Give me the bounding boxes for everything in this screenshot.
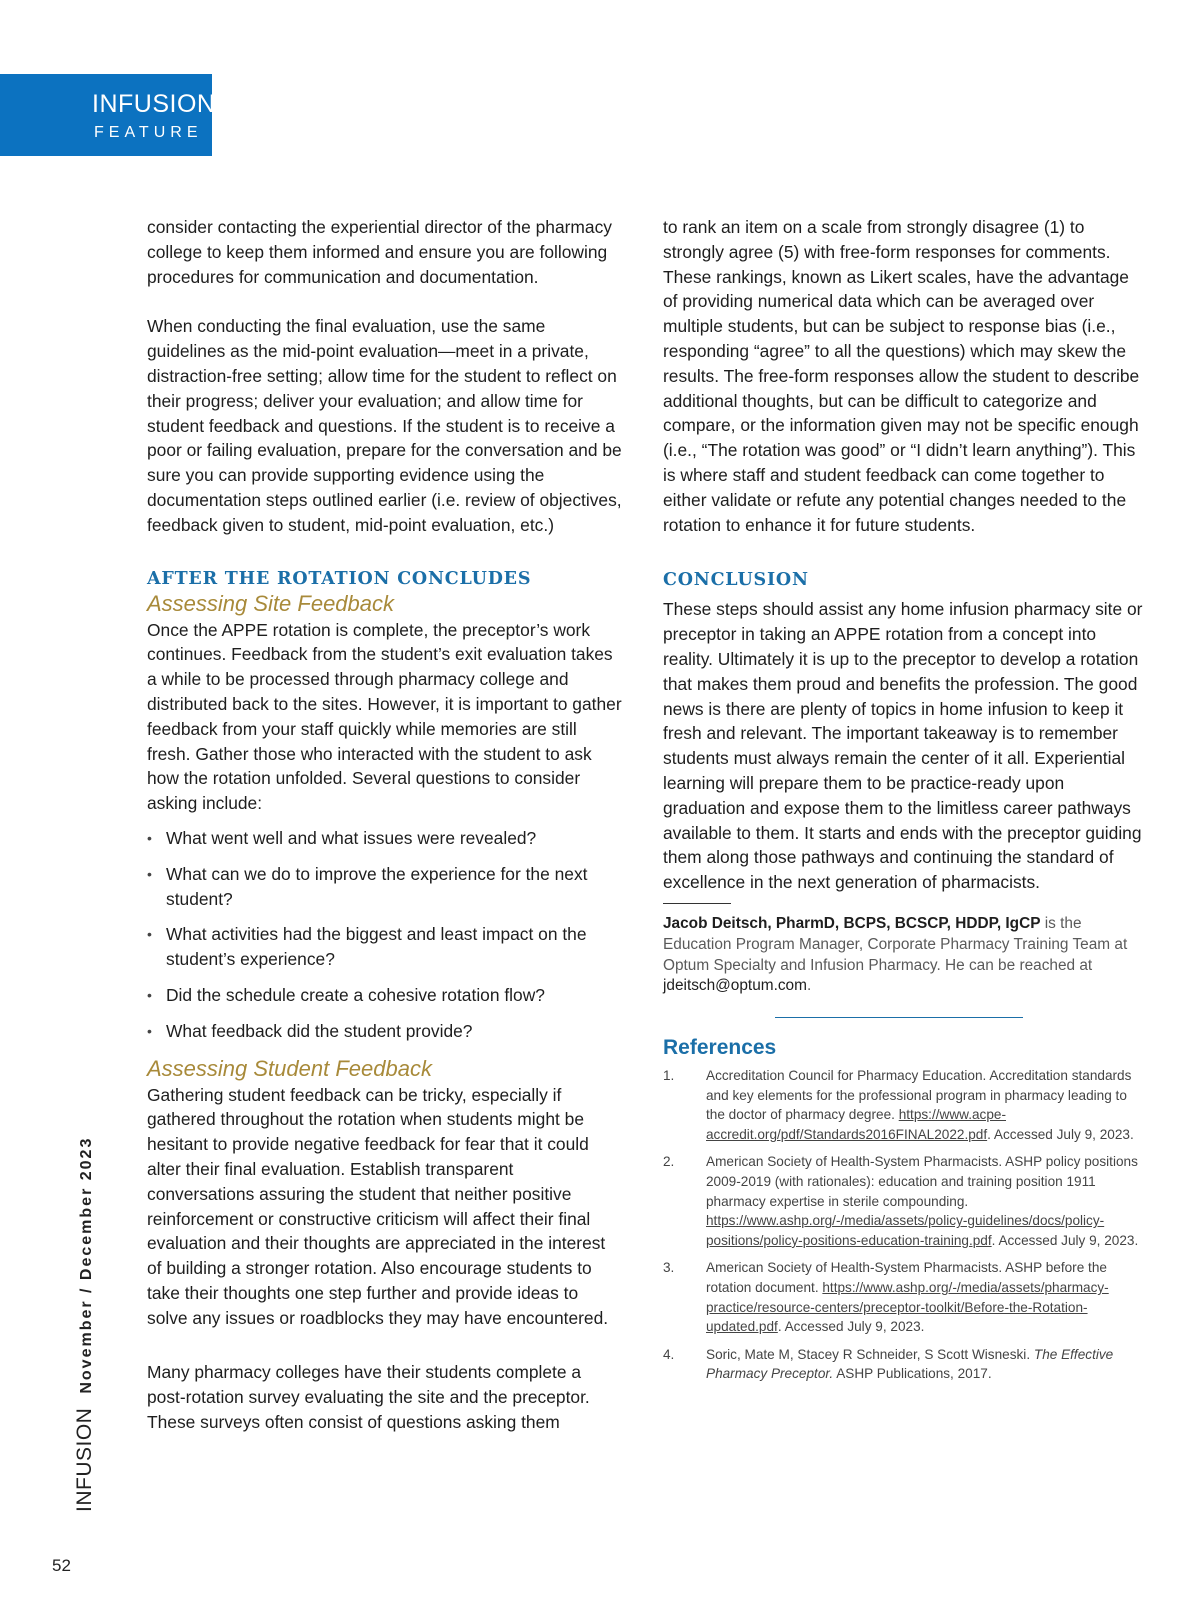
left-column <box>147 215 622 1435</box>
references-heading: References <box>663 1036 777 1060</box>
list-item: • What activities had the biggest and least impact on the student’s experience? <box>147 924 587 970</box>
bullet-icon: • <box>147 865 152 882</box>
vertical-footer <box>73 1137 97 1512</box>
list-item: • Did the schedule create a cohesive rotation flow? <box>147 983 622 1008</box>
bullet-icon: • <box>147 986 152 1003</box>
paragraph: When conducting the final evaluation, use the same guidelines as the mid-point evaluation—meet in a private, distraction-free setting; allow time for the student to reflect on their progress; deliver your evaluation; and allow time for student feedback and questions. If the student is to receive a poor or failing evaluation, prepare for the conversation and be sure you can provide supporting evidence using the documentation steps outlined earlier (i.e. review of objectives, feedback given to student, mid-point evaluation, etc.) <box>147 316 622 535</box>
reference-link[interactable]: https://www.ashp.org/-/media/assets/pharmacy-practice/resource-centers/preceptor-toolkit/Before-the-Rotation-updated.pdf <box>706 1280 1109 1335</box>
feature-badge <box>0 74 216 156</box>
bullet-icon: • <box>147 1022 152 1039</box>
bullet-icon: • <box>147 829 152 846</box>
author-name: Jacob Deitsch, PharmD, BCPS, BCSCP, HDDP, IgCP <box>663 914 1041 932</box>
list-item: • What can we do to improve the experience for the next student? <box>147 863 588 909</box>
paragraph: Gathering student feedback can be tricky, especially if gathered throughout the rotation when students might be hesitant to provide negative feedback for fear that it could alter their final evaluation. Establish transparent conversations assuring the student that neither positive reinforcement or constructive criticism will affect their final evaluation and their thoughts are appreciated in the interest of building a stronger rotation. Also encourage students to take their thoughts one step further and provide ideas to solve any issues or roadblocks they may have encountered. <box>147 1084 609 1328</box>
references-list <box>663 1066 1143 1384</box>
reference-link[interactable]: https://www.ashp.org/-/media/assets/policy-guidelines/docs/policy-positions/policy-positions-education-training.pdf <box>706 1213 1105 1248</box>
author-email[interactable]: jdeitsch@optum.com <box>663 977 807 995</box>
right-column <box>663 215 1143 1392</box>
reference-item: 1. Accreditation Council for Pharmacy Education. Accreditation standards and key elements for the professional program in pharmacy leading to the doctor of pharmacy degree. https://www.acpe-accredit.org/pdf/Standards2016FINAL2022.pdf. Accessed July 9, 2023. <box>663 1068 1134 1142</box>
subheading-site-feedback: Assessing Site Feedback <box>147 590 395 616</box>
magazine-logo: INFUSION <box>73 1407 96 1512</box>
conclusion-heading: CONCLUSION <box>663 570 809 591</box>
paragraph: to rank an item on a scale from strongly disagree (1) to strongly agree (5) with free-form responses for comments. These rankings, known as Likert scales, have the advantage of providing numerical data which can be averaged over multiple students, but can be subject to response bias (i.e., responding “agree” to all the questions) which may skew the results. The free-form responses allow the student to describe additional thoughts, but can be difficult to categorize and compare, or the information given may not be specific enough (i.e., “The rotation was good” or “I didn’t learn anything”). This is where staff and student feedback can come together to either validate or refute any potential changes needed to the rotation to enhance it for future students. <box>663 217 1140 535</box>
section-heading: AFTER THE ROTATION CONCLUDES <box>147 568 532 589</box>
paragraph: Once the APPE rotation is complete, the preceptor’s work continues. Feedback from the student’s exit evaluation takes a while to be processed through pharmacy college and distributed back to the sites. However, it is important to gather feedback from your staff quickly while memories are still fresh. Gather those who interacted with the student to ask how the rotation unfolded. Several questions to consider asking include: <box>147 619 622 814</box>
reference-item: 3. American Society of Health-System Pharmacists. ASHP before the rotation document. https://www.ashp.org/-/media/assets/pharmacy-practice/resource-centers/preceptor-toolkit/Before-the-Rotation-updated.pdf. Accessed July 9, 2023. <box>663 1260 1109 1335</box>
paragraph: consider contacting the experiential director of the pharmacy college to keep them informed and ensure you are following procedures for communication and documentation. <box>147 217 612 287</box>
question-list <box>147 826 622 1044</box>
list-item: • What feedback did the student provide? <box>147 1019 622 1044</box>
divider <box>663 903 731 904</box>
reference-item: 4. Soric, Mate M, Stacey R Schneider, S Scott Wisneski. The Effective Pharmacy Preceptor. ASHP Publications, 2017. <box>663 1346 1114 1382</box>
subheading-student-feedback: Assessing Student Feedback <box>147 1055 432 1081</box>
divider <box>775 1017 1023 1018</box>
issue-date: November / December 2023 <box>78 1136 95 1394</box>
author-bio: Jacob Deitsch, PharmD, BCPS, BCSCP, HDDP, IgCP is the Education Program Manager, Corporate Pharmacy Training Team at Optum Specialty and Infusion Pharmacy. He can be reached at jdeitsch@optum.com. <box>663 914 1128 995</box>
paragraph: These steps should assist any home infusion pharmacy site or preceptor in taking an APPE rotation from a concept into reality. Ultimately it is up to the preceptor to develop a rotation that makes them proud and benefits the profession. The good news is there are plenty of topics in home infusion to keep it fresh and relevant. The important takeaway is to remember students must always remain the center of it all. Experiential learning will prepare them to be practice-ready upon graduation and expose them to the limitless career pathways available to them. It starts and ends with the preceptor guiding them along those pathways and continuing the standard of excellence in the next generation of pharmacists. <box>663 599 1143 893</box>
reference-item: 2. American Society of Health-System Pharmacists. ASHP policy positions 2009-2019 (with rationales): education and training position 1911 pharmacy expertise in sterile compounding. https://www.ashp.org/-/media/assets/policy-guidelines/docs/policy-positions/policy-positions-education-training.pdf. Accessed July 9, 2023. <box>663 1154 1139 1248</box>
feature-label: FEATURE <box>94 124 203 141</box>
list-item: • What went well and what issues were revealed? <box>147 826 622 851</box>
bullet-icon: • <box>147 926 152 943</box>
paragraph: Many pharmacy colleges have their students complete a post-rotation survey evaluating the site and the preceptor. These surveys often consist of questions asking them <box>147 1362 590 1433</box>
page-number: 52 <box>52 1556 71 1575</box>
infusion-logo: INFUSION <box>92 90 216 118</box>
reference-link[interactable]: https://www.acpe-accredit.org/pdf/Standards2016FINAL2022.pdf <box>706 1107 1006 1142</box>
